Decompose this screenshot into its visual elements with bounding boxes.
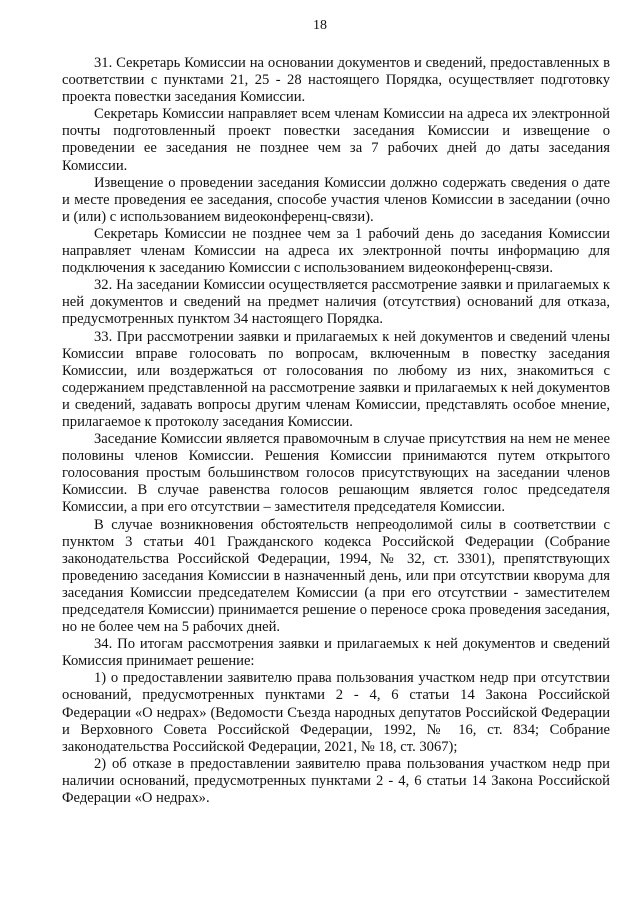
paragraph-notice-content: Извещение о проведении заседания Комиссии должно содержать сведения о дате и месте проведения ее заседания, способе участия членов Комиссии в заседании (очно и (или) с использованием видеоконференц-связи).	[62, 174, 610, 225]
document-body	[62, 55, 610, 807]
paragraph-force-majeure: В случае возникновения обстоятельств непреодолимой силы в соответствии с пунктом 3 статьи 401 Гражданского кодекса Российской Федерации (Собрание законодательства Российской Федерации, 1994, № 32, ст. 3301), препятствующих проведению заседания Комиссии в назначенный день, или при отсутствии кворума для заседания Комиссии председателем Комиссии (а при его отсутствии - заместителем председателя Комиссии) принимается решение о переносе срока проведения заседания, но не более чем на 5 рабочих дней.	[62, 516, 610, 636]
paragraph-34: 34. По итогам рассмотрения заявки и прилагаемых к ней документов и сведений Комиссия принимает решение:	[62, 636, 610, 670]
paragraph-secretary-notice: Секретарь Комиссии направляет всем членам Комиссии на адреса их электронной почты подготовленный проект повестки заседания Комиссии и извещение о проведении ее заседания не позднее чем за 7 рабочих дней до даты заседания Комиссии.	[62, 106, 610, 174]
page-number: 18	[313, 18, 327, 33]
paragraph-34-item-2: 2) об отказе в предоставлении заявителю права пользования участком недр при наличии оснований, предусмотренных пунктами 2 - 4, 6 статьи 14 Закона Российской Федерации «О недрах».	[62, 755, 610, 807]
paragraph-33: 33. При рассмотрении заявки и прилагаемых к ней документов и сведений члены Комиссии вправе голосовать по вопросам, включенным в повестку заседания Комиссии, или воздержаться от голосования по любому из них, знакомиться с содержанием представленной на рассмотрение заявки и прилагаемых к ней документов и сведений, задавать вопросы другим членам Комиссии, представлять особое мнение, прилагаемое к протоколу заседания Комиссии.	[62, 328, 610, 430]
paragraph-connection-info: Секретарь Комиссии не позднее чем за 1 рабочий день до заседания Комиссии направляет членам Комиссии на адреса их электронной почты информацию для подключения к заседанию Комиссии с использованием видеоконференц-связи.	[62, 225, 610, 277]
paragraph-32: 32. На заседании Комиссии осуществляется рассмотрение заявки и прилагаемых к ней документов и сведений на предмет наличия (отсутствия) оснований для отказа, предусмотренных пунктом 34 настоящего Порядка.	[62, 277, 610, 328]
paragraph-34-item-1: 1) о предоставлении заявителю права пользования участком недр при отсутствии оснований, предусмотренных пунктами 2 - 4, 6 статьи 14 Закона Российской Федерации «О недрах» (Ведомости Съезда народных депутатов Российской Федерации и Верховного Совета Российской Федерации, 1992, № 16, ст. 834; Собрание законодательства Российской Федерации, 2021, № 18, ст. 3067);	[62, 670, 610, 755]
paragraph-31: 31. Секретарь Комиссии на основании документов и сведений, предоставленных в соответствии с пунктами 21, 25 - 28 настоящего Порядка, осуществляет подготовку проекта повестки заседания Комиссии.	[62, 55, 610, 106]
paragraph-quorum: Заседание Комиссии является правомочным в случае присутствия на нем не менее половины членов Комиссии. Решения Комиссии принимаются путем открытого голосования простым большинством голосов присутствующих на заседании членов Комиссии. В случае равенства голосов решающим является голос председателя Комиссии, а при его отсутствии – заместителя председателя Комиссии.	[62, 431, 610, 516]
